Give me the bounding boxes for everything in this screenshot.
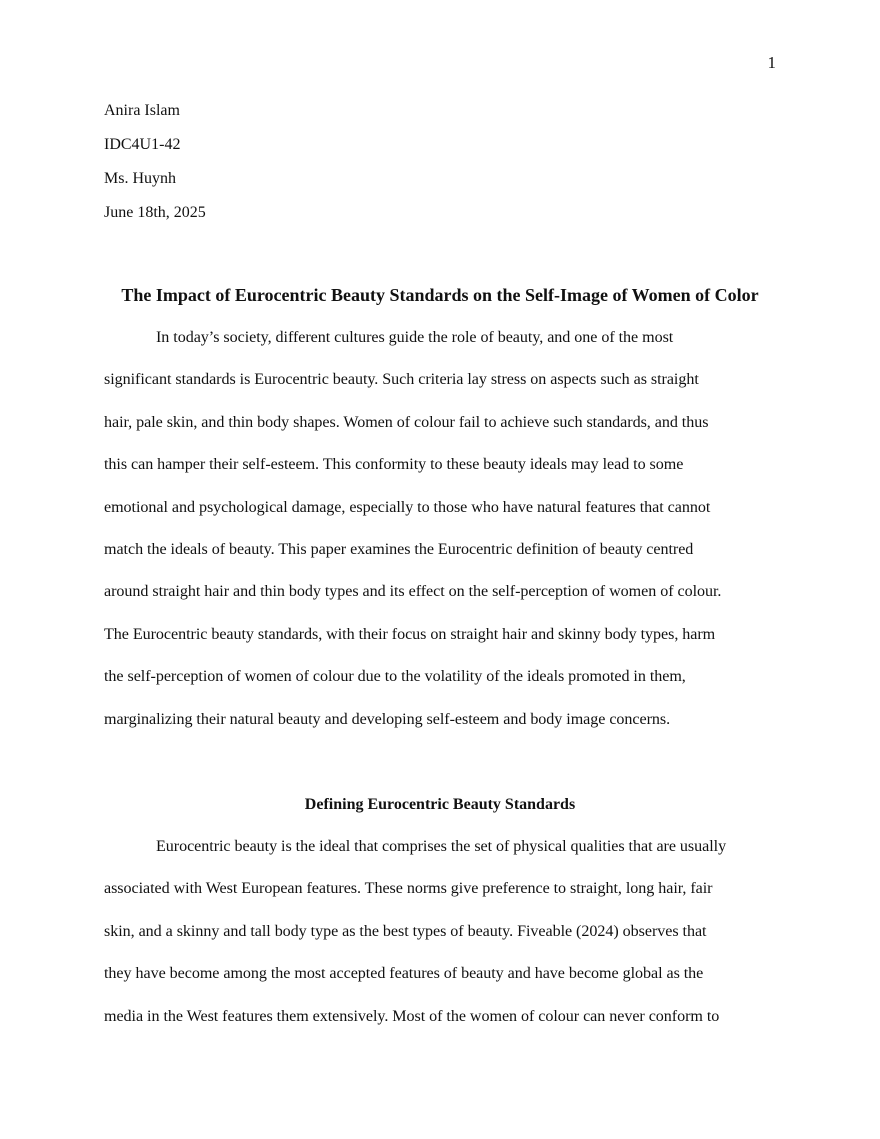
mla-header — [104, 101, 206, 237]
intro-paragraph — [104, 328, 721, 752]
teacher-name: Ms. Huynh — [104, 170, 177, 187]
author-name: Anira Islam — [104, 102, 180, 119]
paragraph-line: match the ideals of beauty. This paper examines the Eurocentric definition of beauty centred — [104, 540, 694, 558]
paragraph-line: Eurocentric beauty is the ideal that comprises the set of physical qualities that are usually — [156, 838, 727, 855]
paragraph-line: emotional and psychological damage, especially to those who have natural features that cannot — [104, 498, 711, 516]
submission-date: June 18th, 2025 — [104, 204, 206, 221]
paragraph-line: associated with West European features. These norms give preference to straight, long hair, fair — [104, 880, 713, 898]
section-heading: Defining Eurocentric Beauty Standards — [304, 796, 576, 813]
paragraph-line: hair, pale skin, and thin body shapes. Women of colour fail to achieve such standards, and thus — [104, 413, 709, 431]
paragraph-line: skin, and a skinny and tall body type as the best types of beauty. Fiveable (2024) observes that — [104, 922, 707, 940]
paragraph-line: around straight hair and thin body types and its effect on the self-perception of women of colour. — [104, 583, 722, 601]
paragraph-line: The Eurocentric beauty standards, with their focus on straight hair and skinny body types, harm — [104, 625, 716, 643]
paragraph-line: they have become among the most accepted features of beauty and have become global as the — [104, 965, 704, 983]
paper-title: The Impact of Eurocentric Beauty Standards on the Self-Image of Women of Color — [121, 285, 759, 305]
page-number: 1 — [767, 53, 776, 72]
paragraph-line: marginalizing their natural beauty and developing self-esteem and body image concerns. — [104, 710, 671, 728]
course-code: IDC4U1-42 — [104, 136, 181, 153]
paragraph-line: In today’s society, different cultures guide the role of beauty, and one of the most — [156, 329, 674, 346]
section-paragraph — [104, 837, 726, 1049]
paragraph-line: this can hamper their self-esteem. This conformity to these beauty ideals may lead to some — [104, 456, 684, 474]
paragraph-line: the self-perception of women of colour due to the volatility of the ideals promoted in them, — [104, 668, 686, 686]
paragraph-line: significant standards is Eurocentric beauty. Such criteria lay stress on aspects such as straight — [104, 371, 699, 389]
paragraph-line: media in the West features them extensively. Most of the women of colour can never conform to — [104, 1007, 720, 1025]
